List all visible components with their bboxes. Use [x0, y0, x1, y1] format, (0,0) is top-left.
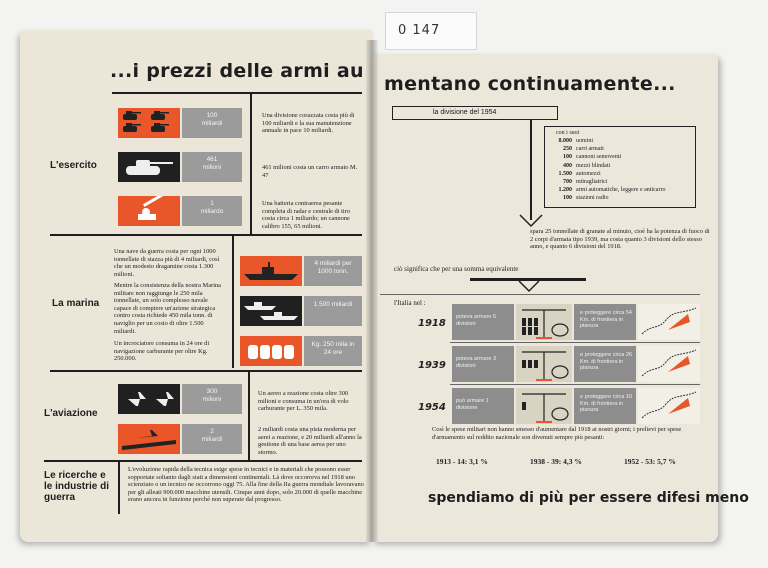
composition-row — [550, 162, 690, 170]
section-label-air: L'aviazione — [44, 408, 98, 419]
firepower-text: spara 25 tonnellate di granate al minuto, cioè ha la potenza di fuoco di 2 corpi d'armata tipo 1939, ma costa quanto 3 divisioni dello stesso anno, e quanto 6 divisioni del 1918. — [530, 228, 710, 251]
soldiers-scale-illustration — [516, 346, 572, 382]
fleet-icon — [240, 296, 302, 326]
composition-row — [550, 186, 690, 194]
army-vertical-rule — [250, 94, 252, 234]
section-label-research: Le ricerche e le industrie di guerra — [44, 470, 110, 503]
frontier-map — [638, 388, 700, 424]
air-runway-text: 2 miliardi costa una pista moderna per aerei a reazione, e 20 miliardi all'anno la gestione di una base aerea per uno stormo. — [258, 426, 362, 456]
comparison-year: 1939 — [418, 360, 446, 371]
frontier-map — [638, 346, 700, 382]
money-bag-300-milioni: 300 milioni — [182, 384, 242, 414]
percent-1913: 1913 - 14: 3,1 % — [436, 457, 488, 466]
composition-qty: 100 — [563, 154, 572, 161]
air-research-rule — [44, 460, 362, 462]
composition-intro: con i suoi — [556, 130, 580, 136]
comparison-divider — [450, 342, 700, 343]
equivalence-label: ciò significa che per una somma equivalente — [394, 265, 519, 273]
money-bag-4-miliardi: 4 miliardi per 1000 tonn. — [304, 256, 362, 286]
composition-item: mitragliatrici — [576, 179, 608, 186]
army-tank-text: 461 milioni costa un carro armato M. 47 — [262, 164, 358, 179]
comparison-divider — [450, 384, 700, 385]
navy-air-rule — [50, 370, 362, 372]
catalog-tag: 0 147 — [385, 12, 477, 50]
army-division-text: Una divisione corazzata costa più di 100 miliardi e la sua manutenzione annuale in pace 10 miliardi. — [262, 112, 355, 135]
money-bag-100-miliardi: 100 miliardi — [182, 108, 242, 138]
jet-aircraft-icon — [118, 384, 180, 414]
money-bag-1500-miliardi: 1.500 miliardi — [304, 296, 362, 326]
composition-row — [550, 170, 690, 178]
division-arrow-head — [519, 214, 543, 228]
headline-right: mentano continuamente... — [384, 73, 676, 95]
division-composition-box — [544, 126, 696, 208]
air-jet-text: Un aereo a reazione costa oltre 300 milioni e consuma in un'ora di volo carburante per L. 350 mila. — [258, 390, 349, 413]
protect-panel: e proteggere circa 54 Km. di frontiera in pianura — [574, 304, 636, 340]
navy-cruiser-text: Un incrociatore consuma in 24 ore di navigazione carburante per oltre Kg. 250.000. — [114, 340, 210, 363]
composition-item: armi automatiche, leggere e anticarro — [576, 187, 666, 194]
could-arm-panel: poteva armare 3 divisioni — [452, 346, 514, 382]
headline-left: ...i prezzi delle armi au — [110, 60, 364, 82]
composition-qty: 100 — [563, 195, 572, 202]
percent-1938: 1938 - 39: 4,3 % — [530, 457, 582, 466]
composition-item: mezzi blindati — [576, 162, 611, 169]
air-vertical-rule — [248, 372, 250, 462]
comparison-year: 1918 — [418, 318, 446, 329]
fuel-barrels-icon — [240, 336, 302, 366]
conclusion-text: Così le spese militari non hanno smesso d'aumentare dal 1918 ai nostri giorni; i prelievi per spese d'armamento sul reddito nazionale son divenuti sempre più pesanti: — [432, 426, 682, 441]
research-text: L'evoluzione rapida della tecnica esige spese in tecnici e in materiali che possono esser sopportate soltanto dagli stati a dimensioni continentali. Là dove occorreva nel 1918 uno scienziato o un tecnico ne occorrono oggi 75. Alla fine della IIa guerra mondiale lavoravano per gli alleati 900.000 macchine utensili. Cinque anni dopo, solo 20.000 di quelle macchine erano ancora in funzione perché non superate dal progresso. — [128, 466, 364, 504]
navy-ship-cost-text: Una nave da guerra costa per ogni 1000 tonnellate di stazza più di 4 miliardi, così che un modesto dragamine costa 1.300 milioni. — [114, 248, 220, 278]
composition-item: cannoni semoventi — [576, 154, 622, 161]
composition-qty: 250 — [563, 146, 572, 153]
composition-row — [550, 145, 690, 153]
money-bag-1-miliardo: 1 miliardo — [182, 196, 242, 226]
composition-list — [550, 137, 690, 203]
composition-item: automezzi — [576, 170, 601, 177]
navy-fleet-text: Mentre la consistenza della nostra Marina militare non raggiunge le 250 mila tonnellate, un solo complesso navale capace di compiere un'azione strategica contro costa richiede 450 mila tonn. di naviglio per un costo di oltre 1.500 miliardi. — [114, 282, 222, 335]
comparison-year: 1954 — [418, 402, 446, 413]
tanks-row-icon — [118, 108, 180, 138]
composition-qty: 1.500 — [558, 170, 572, 177]
section-label-navy: La marina — [52, 298, 100, 309]
composition-qty: 8.000 — [558, 138, 572, 144]
composition-row — [550, 153, 690, 161]
comparison-top-rule — [380, 294, 700, 295]
top-rule — [112, 92, 362, 94]
composition-item: stazioni radio — [576, 195, 609, 202]
could-arm-panel: può armare 1 divisione — [452, 388, 514, 424]
composition-qty: 700 — [563, 179, 572, 186]
composition-row — [550, 178, 690, 186]
research-vertical-rule — [118, 462, 120, 514]
equivalence-arrow — [518, 280, 540, 294]
warship-icon — [240, 256, 302, 286]
tank-icon — [118, 152, 180, 182]
frontier-map — [638, 304, 700, 340]
money-bag-461-milioni: 461 milioni — [182, 152, 242, 182]
navy-vertical-rule — [232, 236, 234, 368]
section-label-army: L'esercito — [50, 160, 97, 171]
soldiers-scale-illustration — [516, 304, 572, 340]
composition-row — [550, 194, 690, 202]
composition-item: carri armati — [576, 146, 604, 153]
division-arrow-line — [530, 120, 532, 220]
page-gutter — [366, 40, 378, 542]
protect-panel: e proteggere circa 26 Km. di frontiera in pianura — [574, 346, 636, 382]
money-bag-250-mila-kg: Kg. 250 mila in 24 ore — [304, 336, 362, 366]
soldiers-scale-illustration — [516, 388, 572, 424]
runway-jet-icon — [118, 424, 180, 454]
anti-aircraft-gun-icon — [118, 196, 180, 226]
money-bag-2-miliardi: 2 miliardi — [182, 424, 242, 454]
army-battery-text: Una batteria contraerea pesante completa di radar e centrale di tiro costa circa 1 miliardo; un cannone calibro 155, 65 milioni. — [262, 200, 351, 230]
italy-label: l'Italia nel : — [394, 299, 426, 307]
division-title-box: la divisione del 1954 — [392, 106, 558, 120]
could-arm-panel: poteva armare 6 divisioni — [452, 304, 514, 340]
composition-qty: 1.200 — [558, 187, 572, 194]
composition-qty: 400 — [563, 162, 572, 169]
percent-1952: 1952 - 53: 5,7 % — [624, 457, 676, 466]
protect-panel: e proteggere circa 10 Km. di frontiera in pianura — [574, 388, 636, 424]
bottom-slogan: spendiamo di più per essere difesi meno — [428, 490, 749, 506]
composition-row — [550, 137, 690, 145]
composition-item: uomini — [576, 138, 594, 144]
army-navy-rule — [50, 234, 362, 236]
